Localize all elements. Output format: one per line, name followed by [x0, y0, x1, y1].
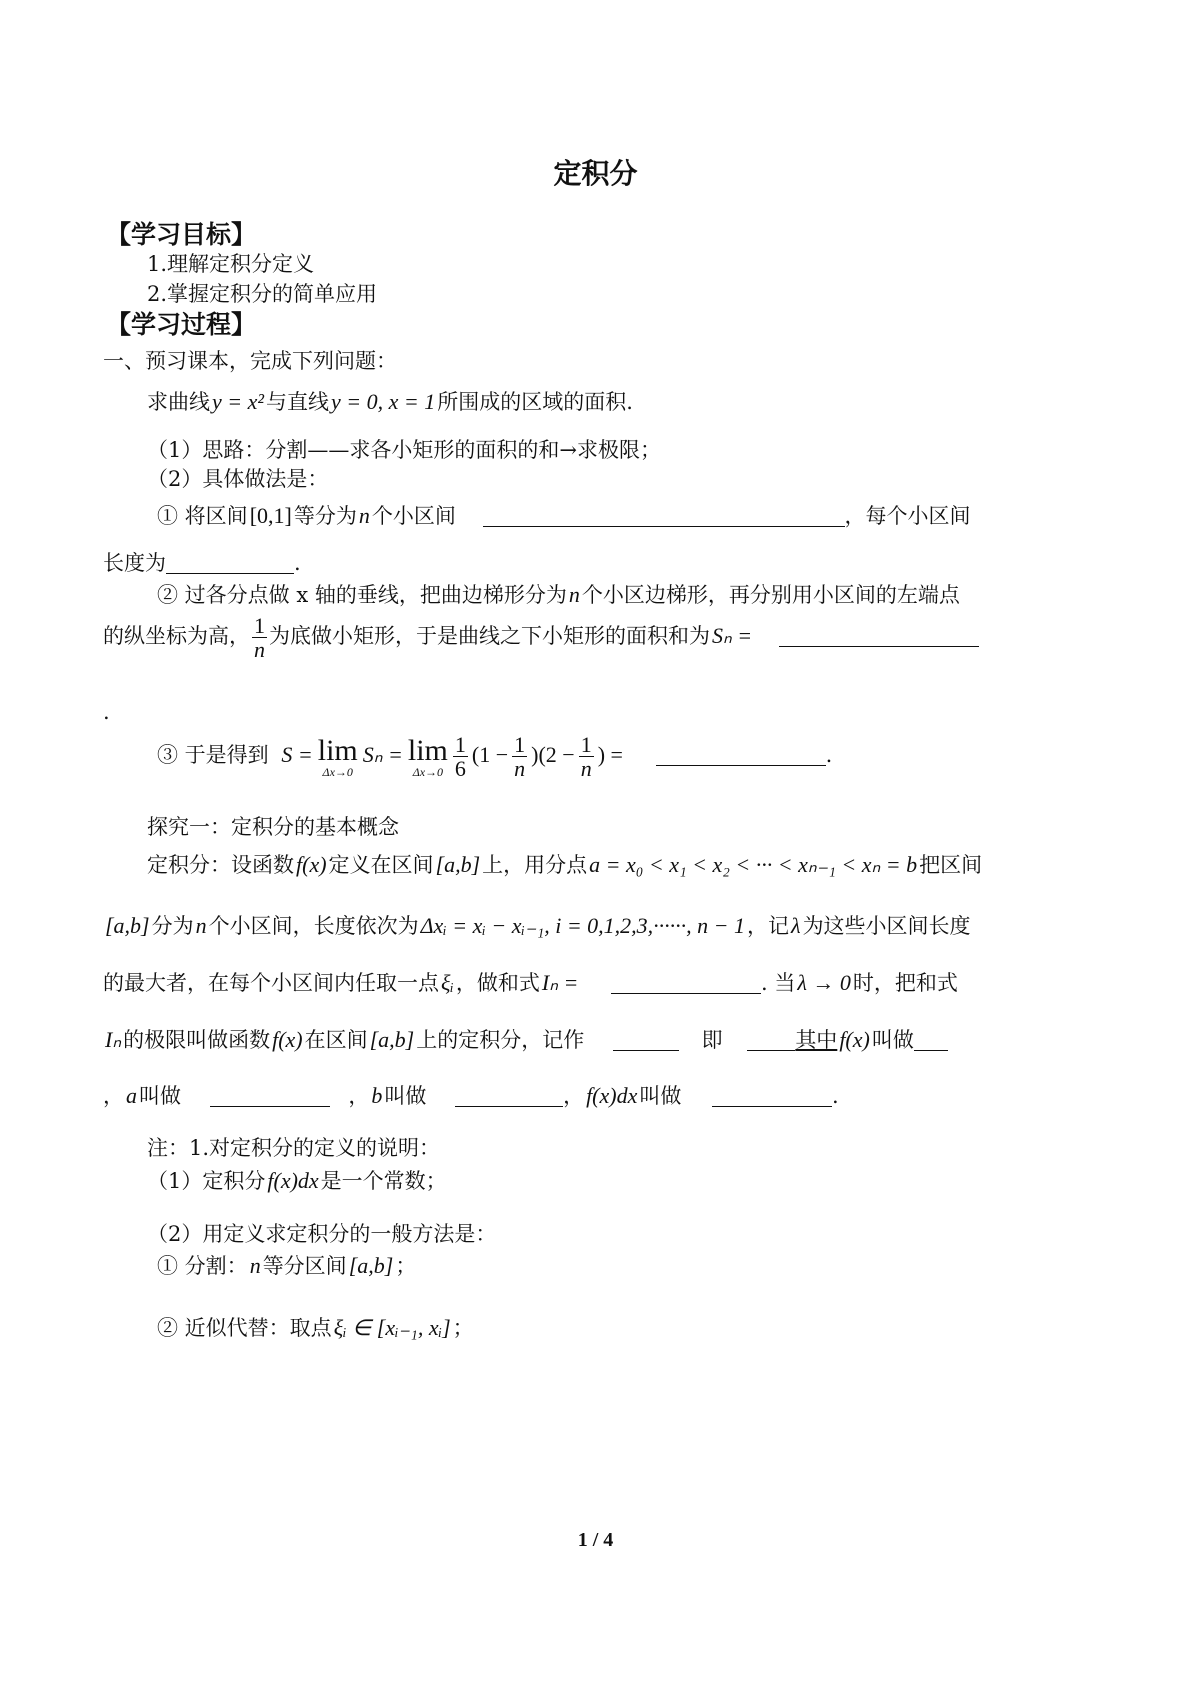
definition-line-4: Iₙ的极限叫做函数f(x)在区间[a,b]上的定积分，记作 即 其中f(x)叫做 [103, 1027, 948, 1053]
text: 个小区边梯形，再分别用小区间的左端点 [581, 583, 960, 607]
text: 长度为 [103, 551, 166, 575]
answer-blank[interactable] [747, 1028, 795, 1051]
definition-line-3: 的最大者，在每个小区间内任取一点ξᵢ，做和式Iₙ = . 当λ → 0时，把和式 [103, 970, 958, 995]
note-step-2: ② 近似代替：取点ξᵢ ∈ [xᵢ₋₁, xᵢ]； [157, 1315, 474, 1340]
answer-blank[interactable] [779, 624, 979, 647]
limit: lim Δx→0 [317, 733, 358, 779]
note-heading: 注：1.对定积分的定义的说明： [147, 1136, 441, 1160]
function: f(x) [839, 1027, 870, 1052]
answer-blank[interactable] [914, 1028, 948, 1051]
text: 所围成的区域的面积. [437, 390, 633, 414]
answer-blank[interactable] [455, 1084, 563, 1107]
interval: [a,b] [348, 1253, 394, 1278]
var-n: n [568, 582, 580, 607]
function: f(x) [272, 1027, 303, 1052]
sub-step-1 [157, 503, 971, 529]
page-number: 1 / 4 [577, 1529, 614, 1551]
var-a: a [126, 1083, 137, 1108]
fraction: $\frac{1}{n}$ [580, 732, 592, 782]
equation: )(2 − [531, 742, 575, 768]
task-line [147, 389, 633, 415]
answer-blank[interactable] [712, 1084, 832, 1107]
integrand: f(x)dx [586, 1083, 638, 1108]
interval: [0,1] [249, 503, 292, 528]
equation: y = 0, x = 1 [330, 389, 436, 414]
text: 与直线 [265, 390, 329, 414]
integrand: f(x)dx [267, 1168, 319, 1193]
text: ① 将区间 [157, 504, 248, 528]
goals-header: 【学习目标】 [106, 220, 257, 249]
process-header: 【学习过程】 [106, 310, 257, 339]
interval: [a,b] [369, 1027, 415, 1052]
fraction: $\frac{1}{n}$ [254, 613, 265, 663]
sub-step-2 [157, 582, 960, 608]
sub-step-3 [157, 733, 832, 780]
var-b: b [371, 1083, 383, 1108]
equation: (1 − [471, 742, 509, 768]
equation: ) = [597, 742, 623, 768]
text: ② 过各分点做 x 轴的垂线，把曲边梯形分为 [157, 583, 567, 607]
step-2: （2）具体做法是： [147, 467, 329, 491]
answer-blank[interactable] [611, 971, 761, 994]
definition-line-2: [a,b]分为n个小区间，长度依次为Δxᵢ = xᵢ − xᵢ₋₁, i = 0,1,2,3,······, n − 1，记λ为这些小区间长度 [105, 913, 971, 938]
note-step-1: ① 分割：n等分区间[a,b]； [157, 1253, 417, 1278]
goal-item: 1.理解定积分定义 [147, 252, 315, 276]
process-intro: 一、预习课本，完成下列问题： [103, 349, 397, 373]
text: ③ 于是得到 [157, 743, 269, 768]
interval: [a,b] [105, 913, 150, 938]
var-n: n [195, 913, 207, 938]
function: f(x) [296, 852, 327, 877]
note-1: （1）定积分f(x)dx是一个常数； [147, 1168, 447, 1193]
text: 的纵坐标为高， [103, 624, 250, 649]
text: 求曲线 [147, 390, 210, 414]
equation: Sₙ = [712, 623, 753, 649]
definition-line-1: 定积分：设函数f(x)定义在区间[a,b]上，用分点a = x₀ < x₁ < x₂ < ··· < xₙ₋₁ < xₙ = b把区间 [147, 852, 983, 877]
fraction: $\frac{1}{n}$ [514, 732, 526, 782]
text: 等分为 [293, 504, 357, 528]
var-n: n [249, 1253, 261, 1278]
goal-item: 2.掌握定积分的简单应用 [147, 282, 378, 306]
answer-blank[interactable] [210, 1084, 330, 1107]
text: 个小区间 [371, 504, 456, 528]
var-xi: ξᵢ [441, 970, 454, 995]
note-2: （2）用定义求定积分的一般方法是： [147, 1222, 497, 1246]
var-lambda: λ [791, 913, 801, 938]
answer-blank[interactable] [656, 743, 826, 766]
equation: Sₙ = [362, 742, 403, 768]
answer-blank[interactable] [166, 551, 294, 574]
interval: [a,b] [435, 852, 481, 877]
answer-blank[interactable] [613, 1028, 679, 1051]
sub-step-1-cont [103, 551, 301, 576]
equation: y = x² [212, 389, 264, 414]
partition: a = x₀ < x₁ < x₂ < ··· < xₙ₋₁ < xₙ = b [589, 852, 918, 877]
equation: Δxᵢ = xᵢ − xᵢ₋₁, i = 0,1,2,3,······, n − 1 [420, 913, 746, 938]
equation: ξᵢ ∈ [xᵢ₋₁, xᵢ] [333, 1315, 451, 1340]
explore-heading: 探究一：定积分的基本概念 [147, 815, 399, 839]
equation: Iₙ = [541, 970, 579, 995]
text: ，每个小区间 [844, 504, 971, 528]
answer-blank[interactable] [483, 504, 845, 527]
period: . [103, 700, 110, 724]
var-in: Iₙ [105, 1027, 122, 1052]
fraction: $\frac{1}{6}$ [454, 732, 466, 782]
page-title: 定积分 [553, 157, 638, 190]
limit: lim Δx→0 [407, 733, 448, 779]
step-1: （1）思路：分割——求各小矩形的面积的和→求极限； [147, 438, 661, 462]
var-n: n [358, 503, 370, 528]
text: . [825, 743, 833, 768]
text: 为底做小矩形，于是曲线之下小矩形的面积和为 [269, 624, 710, 649]
text: . [294, 551, 301, 575]
equation: S = [281, 742, 313, 768]
sub-step-2-cont [103, 614, 979, 661]
equation: λ → 0 [797, 970, 851, 995]
definition-line-5: ，a叫做 ，b叫做 ，f(x)dx叫做 . [103, 1083, 839, 1108]
